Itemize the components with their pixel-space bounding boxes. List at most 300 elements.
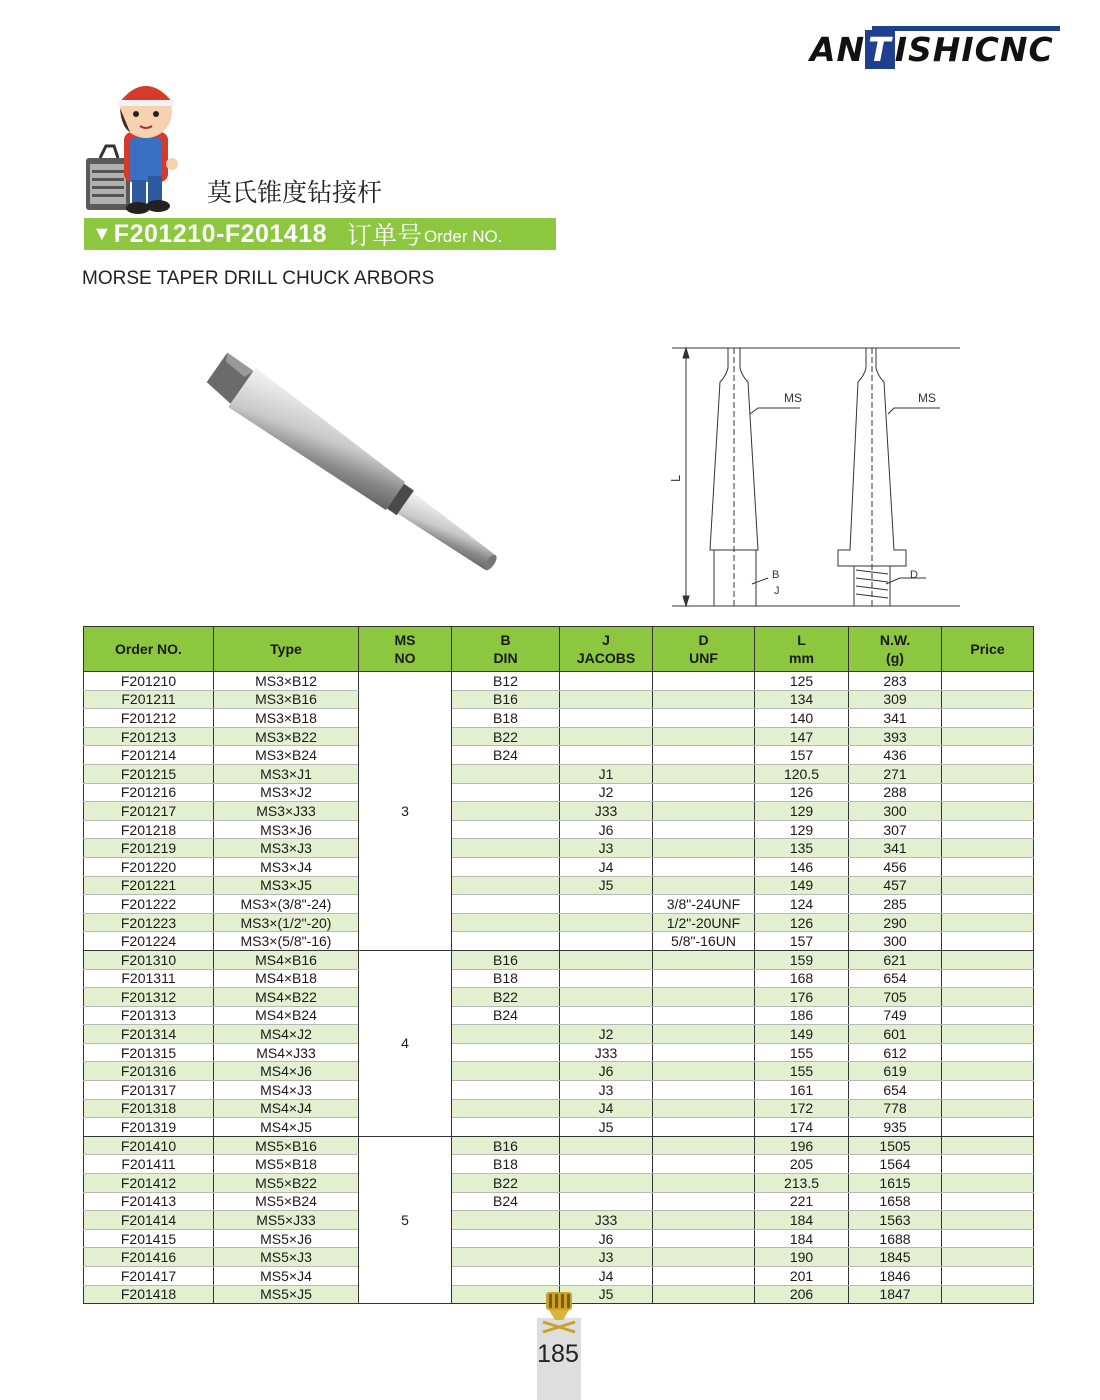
- cell-b-din: [452, 764, 560, 783]
- table-row: [84, 783, 1034, 802]
- cell-l-mm: 157: [755, 746, 849, 765]
- cell-order-no: F201415: [84, 1229, 214, 1248]
- table-row: [84, 969, 1034, 988]
- cell-b-din: [452, 1248, 560, 1267]
- cell-l-mm: 201: [755, 1267, 849, 1286]
- cell-l-mm: 124: [755, 895, 849, 914]
- cell-type: MS3×B18: [214, 709, 359, 728]
- cell-ms-no: 4: [359, 950, 452, 1136]
- label-j: J: [774, 585, 780, 597]
- cell-type: MS3×J6: [214, 820, 359, 839]
- cell-nw-g: 283: [849, 672, 942, 691]
- cell-b-din: [452, 1267, 560, 1286]
- cell-d-unf: [653, 1136, 755, 1155]
- cell-price: [942, 1229, 1034, 1248]
- table-row: [84, 1211, 1034, 1230]
- cell-type: MS5×B18: [214, 1155, 359, 1174]
- cell-nw-g: 285: [849, 895, 942, 914]
- cell-l-mm: 126: [755, 783, 849, 802]
- cell-d-unf: [653, 746, 755, 765]
- cell-d-unf: [653, 988, 755, 1007]
- cell-l-mm: 205: [755, 1155, 849, 1174]
- cell-j-jacobs: J33: [560, 1211, 653, 1230]
- cell-j-jacobs: [560, 746, 653, 765]
- cell-nw-g: 341: [849, 709, 942, 728]
- cell-j-jacobs: [560, 895, 653, 914]
- header-b: B DIN: [452, 627, 560, 672]
- cell-type: MS3×(3/8"-24): [214, 895, 359, 914]
- cell-l-mm: 134: [755, 690, 849, 709]
- cell-nw-g: 654: [849, 969, 942, 988]
- cell-order-no: F201310: [84, 950, 214, 969]
- cell-order-no: F201410: [84, 1136, 214, 1155]
- cell-j-jacobs: J3: [560, 1081, 653, 1100]
- cell-ms-no: 5: [359, 1136, 452, 1303]
- cell-price: [942, 746, 1034, 765]
- cell-type: MS3×B24: [214, 746, 359, 765]
- cell-b-din: [452, 932, 560, 951]
- cell-j-jacobs: [560, 690, 653, 709]
- order-label-cn: 订单号: [347, 221, 423, 250]
- cell-j-jacobs: [560, 1155, 653, 1174]
- cell-price: [942, 932, 1034, 951]
- cell-order-no: F201222: [84, 895, 214, 914]
- table-row: [84, 1118, 1034, 1137]
- cell-order-no: F201224: [84, 932, 214, 951]
- cell-l-mm: 159: [755, 950, 849, 969]
- cell-b-din: B18: [452, 1155, 560, 1174]
- cell-l-mm: 213.5: [755, 1174, 849, 1193]
- cell-j-jacobs: J33: [560, 1043, 653, 1062]
- cell-d-unf: [653, 1174, 755, 1193]
- cell-nw-g: 619: [849, 1062, 942, 1081]
- cell-d-unf: 5/8"-16UN: [653, 932, 755, 951]
- cell-l-mm: 149: [755, 876, 849, 895]
- cell-order-no: F201412: [84, 1174, 214, 1193]
- cell-j-jacobs: [560, 1192, 653, 1211]
- cell-nw-g: 1688: [849, 1229, 942, 1248]
- cell-nw-g: 1564: [849, 1155, 942, 1174]
- cell-order-no: F201215: [84, 764, 214, 783]
- cell-j-jacobs: J2: [560, 1025, 653, 1044]
- cell-type: MS3×B16: [214, 690, 359, 709]
- cell-d-unf: [653, 820, 755, 839]
- cell-price: [942, 1062, 1034, 1081]
- order-range: F201210-F201418: [113, 219, 328, 248]
- cell-price: [942, 950, 1034, 969]
- cell-order-no: F201219: [84, 839, 214, 858]
- cell-l-mm: 172: [755, 1099, 849, 1118]
- cell-order-no: F201317: [84, 1081, 214, 1100]
- brand-name: ANTISHICNC: [810, 30, 1054, 69]
- table-row: [84, 1006, 1034, 1025]
- cell-j-jacobs: [560, 932, 653, 951]
- cell-type: MS5×J3: [214, 1248, 359, 1267]
- cell-type: MS4×B24: [214, 1006, 359, 1025]
- header-j: J JACOBS: [560, 627, 653, 672]
- table-row: [84, 690, 1034, 709]
- cell-d-unf: [653, 857, 755, 876]
- table-row: [84, 764, 1034, 783]
- cell-d-unf: [653, 1025, 755, 1044]
- drill-chuck-icon: [537, 1288, 581, 1336]
- cell-nw-g: 307: [849, 820, 942, 839]
- cell-j-jacobs: J4: [560, 857, 653, 876]
- arbor-product-image: [190, 330, 530, 610]
- cell-type: MS3×J33: [214, 802, 359, 821]
- cell-nw-g: 436: [849, 746, 942, 765]
- table-row: [84, 932, 1034, 951]
- cell-nw-g: 935: [849, 1118, 942, 1137]
- cell-l-mm: 155: [755, 1062, 849, 1081]
- cell-l-mm: 190: [755, 1248, 849, 1267]
- dimension-diagram: [664, 338, 964, 618]
- cell-price: [942, 764, 1034, 783]
- cell-d-unf: [653, 1155, 755, 1174]
- cell-b-din: B16: [452, 1136, 560, 1155]
- label-ms-left: MS: [784, 391, 802, 405]
- cell-l-mm: 184: [755, 1229, 849, 1248]
- cell-j-jacobs: [560, 1006, 653, 1025]
- cell-type: MS3×B22: [214, 727, 359, 746]
- cell-nw-g: 1845: [849, 1248, 942, 1267]
- cell-price: [942, 727, 1034, 746]
- cell-b-din: [452, 839, 560, 858]
- cell-l-mm: 176: [755, 988, 849, 1007]
- cell-j-jacobs: J33: [560, 802, 653, 821]
- cell-l-mm: 149: [755, 1025, 849, 1044]
- cell-price: [942, 1006, 1034, 1025]
- cell-price: [942, 1043, 1034, 1062]
- cell-order-no: F201223: [84, 913, 214, 932]
- cell-b-din: [452, 1229, 560, 1248]
- cell-nw-g: 612: [849, 1043, 942, 1062]
- cell-type: MS3×J4: [214, 857, 359, 876]
- cell-j-jacobs: [560, 727, 653, 746]
- order-number-band: [84, 218, 556, 250]
- cell-type: MS4×J33: [214, 1043, 359, 1062]
- cell-price: [942, 1118, 1034, 1137]
- cell-type: MS3×(1/2"-20): [214, 913, 359, 932]
- cell-d-unf: [653, 709, 755, 728]
- cell-price: [942, 839, 1034, 858]
- cell-l-mm: 135: [755, 839, 849, 858]
- header-l: L mm: [755, 627, 849, 672]
- cell-b-din: [452, 1118, 560, 1137]
- cell-b-din: B22: [452, 1174, 560, 1193]
- cell-j-jacobs: J1: [560, 764, 653, 783]
- cell-price: [942, 1211, 1034, 1230]
- order-label-en: Order NO.: [424, 227, 503, 246]
- cell-b-din: [452, 1025, 560, 1044]
- cell-d-unf: [653, 876, 755, 895]
- table-row: [84, 709, 1034, 728]
- cell-nw-g: 341: [849, 839, 942, 858]
- cell-price: [942, 1192, 1034, 1211]
- cell-d-unf: [653, 1062, 755, 1081]
- cell-l-mm: 129: [755, 820, 849, 839]
- cell-nw-g: 601: [849, 1025, 942, 1044]
- cell-order-no: F201418: [84, 1285, 214, 1304]
- cell-b-din: B16: [452, 690, 560, 709]
- cell-l-mm: 155: [755, 1043, 849, 1062]
- subtitle: MORSE TAPER DRILL CHUCK ARBORS: [82, 268, 435, 289]
- cell-order-no: F201314: [84, 1025, 214, 1044]
- cell-nw-g: 1846: [849, 1267, 942, 1286]
- cell-d-unf: [653, 969, 755, 988]
- cell-nw-g: 654: [849, 1081, 942, 1100]
- cell-b-din: [452, 802, 560, 821]
- table-row: [84, 1229, 1034, 1248]
- cell-b-din: B22: [452, 988, 560, 1007]
- cell-price: [942, 1285, 1034, 1304]
- cell-d-unf: [653, 1192, 755, 1211]
- cell-type: MS3×(5/8"-16): [214, 932, 359, 951]
- header-nw: N.W. (g): [849, 627, 942, 672]
- cell-d-unf: [653, 1211, 755, 1230]
- cell-nw-g: 1615: [849, 1174, 942, 1193]
- cell-order-no: F201313: [84, 1006, 214, 1025]
- cell-d-unf: [653, 1006, 755, 1025]
- cell-b-din: B18: [452, 709, 560, 728]
- cell-type: MS3×B12: [214, 672, 359, 691]
- cell-j-jacobs: [560, 969, 653, 988]
- table-row: [84, 1267, 1034, 1286]
- cell-price: [942, 1081, 1034, 1100]
- cell-price: [942, 1136, 1034, 1155]
- cell-d-unf: 3/8"-24UNF: [653, 895, 755, 914]
- cell-b-din: B24: [452, 1192, 560, 1211]
- table-row: [84, 839, 1034, 858]
- triangle-down-icon: ▼: [92, 222, 112, 245]
- cell-price: [942, 1099, 1034, 1118]
- cell-type: MS5×J4: [214, 1267, 359, 1286]
- cell-ms-no: 3: [359, 672, 452, 951]
- cell-d-unf: [653, 672, 755, 691]
- table-row: [84, 913, 1034, 932]
- cell-d-unf: [653, 764, 755, 783]
- cell-l-mm: 120.5: [755, 764, 849, 783]
- cell-j-jacobs: [560, 988, 653, 1007]
- table-row: [84, 672, 1034, 691]
- cell-b-din: [452, 1081, 560, 1100]
- cell-b-din: [452, 783, 560, 802]
- table-row: [84, 1099, 1034, 1118]
- table-row: [84, 820, 1034, 839]
- table-row: [84, 1081, 1034, 1100]
- cell-order-no: F201214: [84, 746, 214, 765]
- cell-b-din: B12: [452, 672, 560, 691]
- cell-type: MS3×J5: [214, 876, 359, 895]
- cell-nw-g: 288: [849, 783, 942, 802]
- cell-type: MS4×J2: [214, 1025, 359, 1044]
- cell-order-no: F201417: [84, 1267, 214, 1286]
- cell-type: MS5×J5: [214, 1285, 359, 1304]
- cell-l-mm: 146: [755, 857, 849, 876]
- cell-d-unf: 1/2"-20UNF: [653, 913, 755, 932]
- header-ms: MS NO: [359, 627, 452, 672]
- cell-d-unf: [653, 1285, 755, 1304]
- cell-type: MS5×J33: [214, 1211, 359, 1230]
- cell-price: [942, 802, 1034, 821]
- cell-order-no: F201414: [84, 1211, 214, 1230]
- cell-price: [942, 895, 1034, 914]
- cell-d-unf: [653, 1229, 755, 1248]
- cell-price: [942, 988, 1034, 1007]
- cell-j-jacobs: [560, 1174, 653, 1193]
- cell-d-unf: [653, 783, 755, 802]
- cell-price: [942, 1174, 1034, 1193]
- cell-order-no: F201315: [84, 1043, 214, 1062]
- cell-d-unf: [653, 1267, 755, 1286]
- table-row: [84, 1136, 1034, 1155]
- table-row: [84, 895, 1034, 914]
- table-row: [84, 857, 1034, 876]
- cell-type: MS3×J1: [214, 764, 359, 783]
- cell-j-jacobs: J4: [560, 1099, 653, 1118]
- cell-price: [942, 820, 1034, 839]
- cell-l-mm: 206: [755, 1285, 849, 1304]
- cell-type: MS3×J2: [214, 783, 359, 802]
- cell-l-mm: 196: [755, 1136, 849, 1155]
- cell-order-no: F201311: [84, 969, 214, 988]
- cell-d-unf: [653, 727, 755, 746]
- cell-l-mm: 174: [755, 1118, 849, 1137]
- cell-d-unf: [653, 950, 755, 969]
- cell-j-jacobs: J6: [560, 820, 653, 839]
- cell-type: MS4×B22: [214, 988, 359, 1007]
- cell-order-no: F201318: [84, 1099, 214, 1118]
- cell-j-jacobs: [560, 672, 653, 691]
- table-row: [84, 1192, 1034, 1211]
- table-header-row: [84, 627, 1034, 672]
- table-row: [84, 1062, 1034, 1081]
- cell-nw-g: 1505: [849, 1136, 942, 1155]
- table-row: [84, 1043, 1034, 1062]
- cell-l-mm: 186: [755, 1006, 849, 1025]
- cell-order-no: F201221: [84, 876, 214, 895]
- cell-type: MS4×B18: [214, 969, 359, 988]
- cell-b-din: [452, 913, 560, 932]
- cell-nw-g: 778: [849, 1099, 942, 1118]
- cell-price: [942, 672, 1034, 691]
- brand-logo: [810, 24, 1060, 70]
- cell-d-unf: [653, 1118, 755, 1137]
- cell-j-jacobs: [560, 913, 653, 932]
- cell-j-jacobs: [560, 1136, 653, 1155]
- label-l: L: [668, 474, 683, 482]
- cell-nw-g: 393: [849, 727, 942, 746]
- cell-l-mm: 129: [755, 802, 849, 821]
- cell-type: MS5×J6: [214, 1229, 359, 1248]
- cell-type: MS5×B22: [214, 1174, 359, 1193]
- cell-d-unf: [653, 690, 755, 709]
- cell-l-mm: 140: [755, 709, 849, 728]
- header-order: Order NO.: [84, 627, 214, 672]
- mascot-illustration: [84, 72, 196, 217]
- cell-j-jacobs: J3: [560, 839, 653, 858]
- cell-order-no: F201416: [84, 1248, 214, 1267]
- cell-nw-g: 1658: [849, 1192, 942, 1211]
- cell-order-no: F201220: [84, 857, 214, 876]
- table-row: [84, 1025, 1034, 1044]
- cell-order-no: F201217: [84, 802, 214, 821]
- cell-d-unf: [653, 839, 755, 858]
- cell-type: MS4×J3: [214, 1081, 359, 1100]
- cell-b-din: [452, 820, 560, 839]
- cell-l-mm: 157: [755, 932, 849, 951]
- cell-j-jacobs: J6: [560, 1229, 653, 1248]
- cell-price: [942, 709, 1034, 728]
- table-row: [84, 1248, 1034, 1267]
- cell-l-mm: 168: [755, 969, 849, 988]
- cell-order-no: F201413: [84, 1192, 214, 1211]
- table-row: [84, 1174, 1034, 1193]
- cell-d-unf: [653, 1248, 755, 1267]
- cell-price: [942, 857, 1034, 876]
- label-ms-right: MS: [918, 391, 936, 405]
- table-row: [84, 950, 1034, 969]
- cell-nw-g: 1847: [849, 1285, 942, 1304]
- cell-l-mm: 221: [755, 1192, 849, 1211]
- cell-price: [942, 1248, 1034, 1267]
- cell-nw-g: 749: [849, 1006, 942, 1025]
- cell-price: [942, 1155, 1034, 1174]
- cell-type: MS4×J4: [214, 1099, 359, 1118]
- cell-nw-g: 271: [849, 764, 942, 783]
- table-row: [84, 746, 1034, 765]
- cell-b-din: B24: [452, 746, 560, 765]
- cell-nw-g: 705: [849, 988, 942, 1007]
- cell-l-mm: 147: [755, 727, 849, 746]
- cell-b-din: [452, 1099, 560, 1118]
- cell-order-no: F201216: [84, 783, 214, 802]
- cell-j-jacobs: J4: [560, 1267, 653, 1286]
- cell-j-jacobs: J2: [560, 783, 653, 802]
- cell-nw-g: 300: [849, 802, 942, 821]
- cell-type: MS4×B16: [214, 950, 359, 969]
- cell-order-no: F201316: [84, 1062, 214, 1081]
- cell-b-din: B22: [452, 727, 560, 746]
- table-row: [84, 1155, 1034, 1174]
- cell-price: [942, 876, 1034, 895]
- table-row: [84, 876, 1034, 895]
- cell-order-no: F201210: [84, 672, 214, 691]
- cell-b-din: [452, 857, 560, 876]
- cell-l-mm: 161: [755, 1081, 849, 1100]
- cell-order-no: F201411: [84, 1155, 214, 1174]
- spec-table: [83, 626, 1034, 1304]
- cell-type: MS5×B16: [214, 1136, 359, 1155]
- table-row: [84, 988, 1034, 1007]
- cell-price: [942, 969, 1034, 988]
- cell-price: [942, 783, 1034, 802]
- cell-price: [942, 1267, 1034, 1286]
- cell-order-no: F201213: [84, 727, 214, 746]
- cell-l-mm: 125: [755, 672, 849, 691]
- cell-nw-g: 1563: [849, 1211, 942, 1230]
- cell-nw-g: 290: [849, 913, 942, 932]
- label-b: B: [772, 569, 780, 581]
- cell-b-din: [452, 1211, 560, 1230]
- header-d: D UNF: [653, 627, 755, 672]
- cell-order-no: F201211: [84, 690, 214, 709]
- cell-d-unf: [653, 1099, 755, 1118]
- cell-d-unf: [653, 1081, 755, 1100]
- cell-b-din: [452, 1062, 560, 1081]
- cell-order-no: F201319: [84, 1118, 214, 1137]
- cell-order-no: F201218: [84, 820, 214, 839]
